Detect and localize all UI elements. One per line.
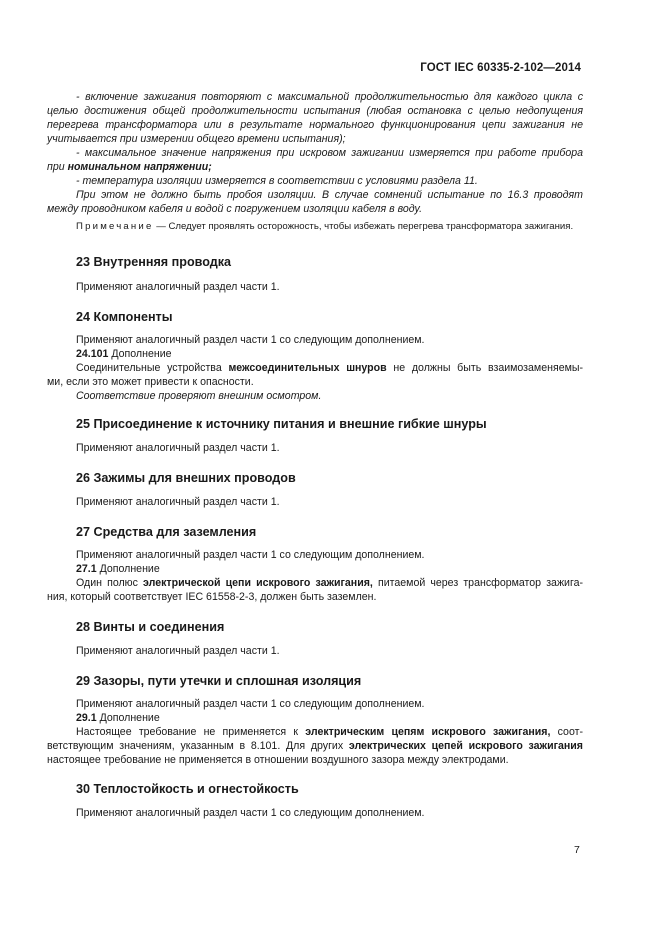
paragraph-line: Соединительные устройства межсоединительных шнуров не должны быть взаимозаменяемы- [76,362,584,374]
paragraph-line: Применяют аналогичный раздел части 1. [76,281,280,293]
paragraph-line: настоящее требование не применяется в отношении воздушного зазора между электродами. [47,754,509,766]
paragraph-line: при номинальном напряжении; [47,161,212,173]
paragraph-line: ветствующим значениям, указанным в 8.101. Для других электрических цепей искрового зажигания [47,740,583,752]
section-heading-27: 27 Средства для заземления [76,525,257,539]
paragraph-line: Применяют аналогичный раздел части 1 со следующим дополнением. [76,698,425,710]
subsection-title: 27.1 Дополнение [76,563,160,575]
paragraph-line: перегрева трансформатора или в результате нормального функционирования цепи зажигания не [47,119,583,131]
section-heading-23: 23 Внутренняя проводка [76,255,232,269]
standard-header: ГОСТ IEC 60335-2-102—2014 [420,62,581,74]
paragraph-line: учитывается при измерении общего времени испытания); [47,133,346,145]
paragraph-line: ния, который соответствует IEC 61558-2-3, должен быть заземлен. [47,591,377,603]
paragraph-line: ми, если это может привести к опасности. [47,376,254,388]
section-heading-29: 29 Зазоры, пути утечки и сплошная изоляция [76,674,362,688]
paragraph-line: Один полюс электрической цепи искрового зажигания, питаемой через трансформатор зажига- [76,577,584,589]
paragraph-line: между проводником кабеля и водой с погружением изоляции кабеля в воду. [47,203,423,215]
section-heading-26: 26 Зажимы для внешних проводов [76,471,296,485]
list-item-voltage: - максимальное значение напряжения при искровом зажигании измеряется при работе прибора [76,147,583,159]
note [76,220,583,234]
list-item-temperature: - температура изоляции измеряется в соответствии с условиями раздела 11. [76,175,478,187]
paragraph-line: целью достижения общей продолжительности испытания (любая остановка с целью недопущения [47,105,583,117]
paragraph-line: Применяют аналогичный раздел части 1 со следующим дополнением. [76,549,425,561]
subsection-title: 29.1 Дополнение [76,712,160,724]
section-heading-24: 24 Компоненты [76,310,173,324]
note-text: — Следует проявлять осторожность, чтобы избежать перегрева трансформатора зажигания. [153,221,574,232]
subsection-title: 24.101 Дополнение [76,348,172,360]
list-item-ignition: - включение зажигания повторяют с максимальной продолжительностью для каждого цикла с [76,91,583,103]
paragraph-line: Применяют аналогичный раздел части 1. [76,496,280,508]
compliance-check: Соответствие проверяют внешним осмотром. [76,390,322,402]
paragraph-line: При этом не должно быть пробоя изоляции. В случае сомнений испытание по 16.3 проводят [76,189,583,201]
paragraph-line: Применяют аналогичный раздел части 1 со следующим дополнением. [76,807,425,819]
paragraph-line: Применяют аналогичный раздел части 1 со следующим дополнением. [76,334,425,346]
paragraph-line: Применяют аналогичный раздел части 1. [76,645,280,657]
page-number: 7 [574,844,580,856]
section-heading-25: 25 Присоединение к источнику питания и внешние гибкие шнуры [76,417,487,431]
paragraph-line: Применяют аналогичный раздел части 1. [76,442,280,454]
paragraph-line: Настоящее требование не применяется к электрическим цепям искрового зажигания, соот- [76,726,583,738]
section-heading-28: 28 Винты и соединения [76,620,225,634]
note-label: Примечание [76,221,154,232]
section-heading-30: 30 Теплостойкость и огнестойкость [76,782,299,796]
